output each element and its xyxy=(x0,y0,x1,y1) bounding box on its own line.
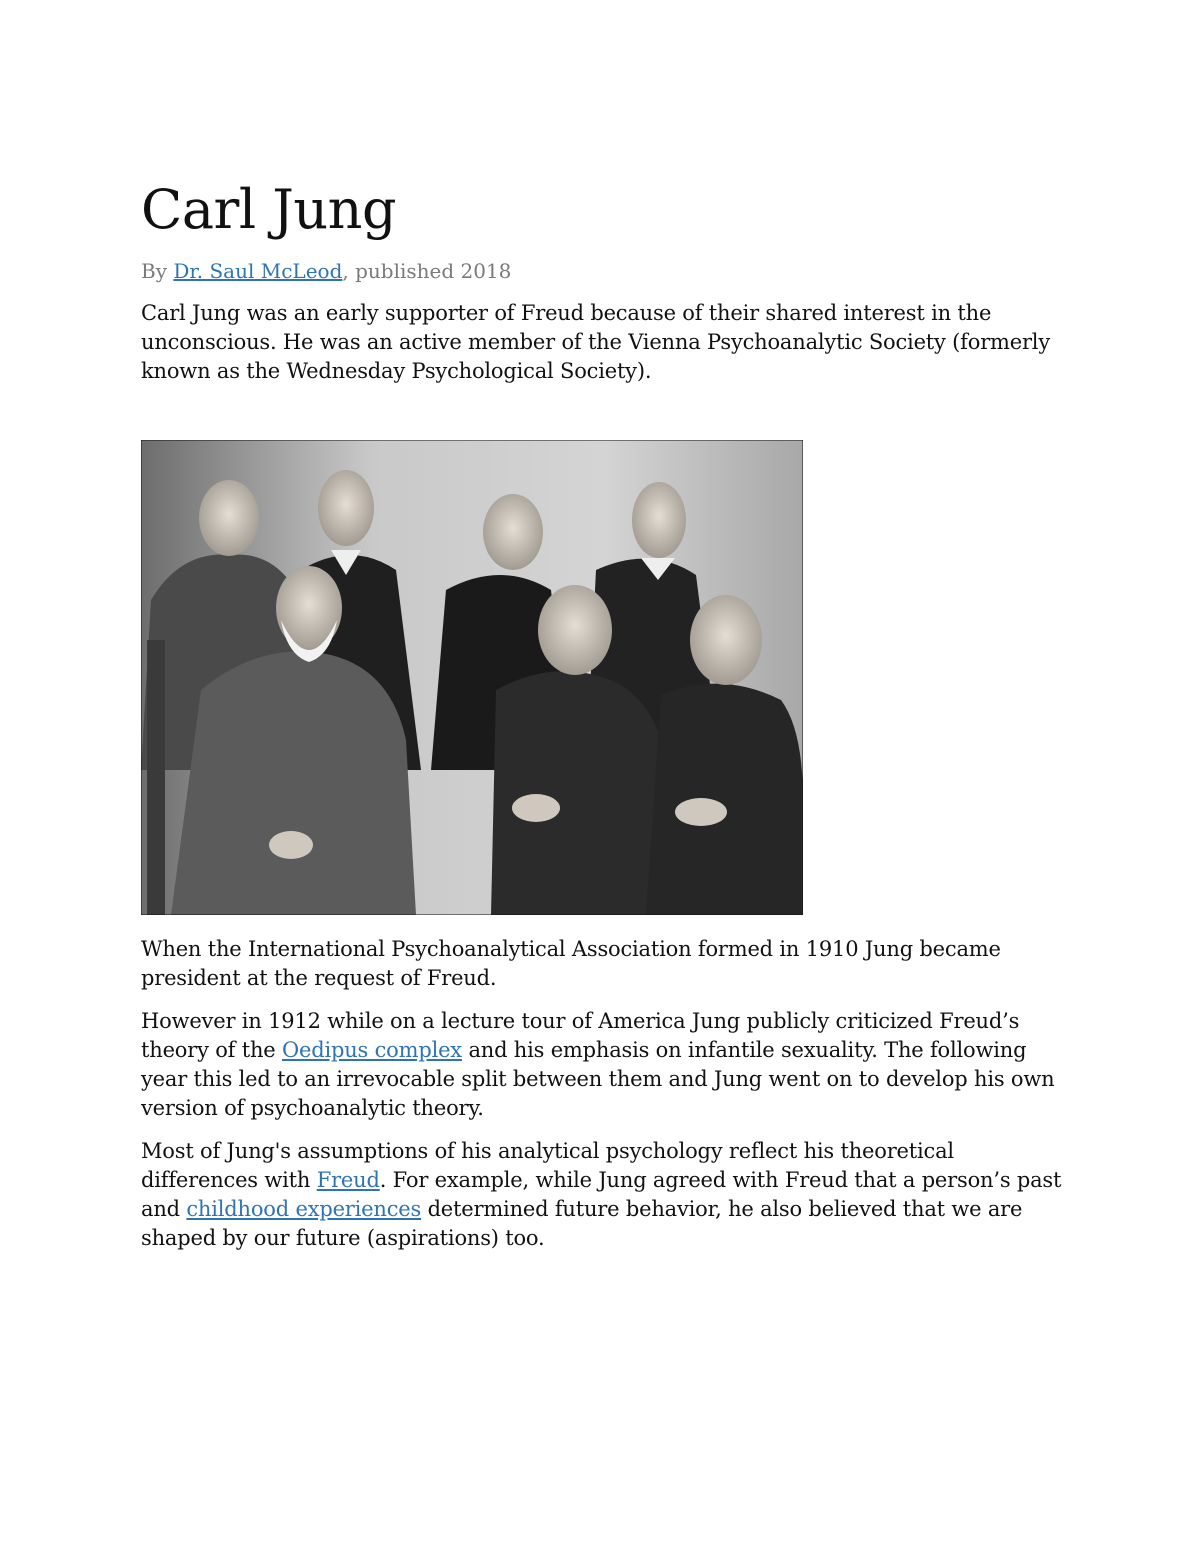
author-link[interactable]: Dr. Saul McLeod xyxy=(173,259,343,283)
chair-post xyxy=(147,640,165,915)
childhood-experiences-link[interactable]: childhood experiences xyxy=(186,1197,422,1221)
article-title: Carl Jung xyxy=(141,178,397,241)
hand-1 xyxy=(269,831,313,859)
paragraph-4 xyxy=(141,1137,1071,1253)
para4-middle: . For example, while Jung agreed with Freud that a person’s past and xyxy=(141,1168,1062,1221)
byline xyxy=(141,257,1071,285)
head-seated-middle xyxy=(538,585,612,675)
para4-after: determined future behavior, he also believed that we are shaped by our future (aspirations) too. xyxy=(141,1197,1023,1250)
article xyxy=(141,175,1071,1253)
seated-man-right xyxy=(646,684,803,915)
oedipus-complex-link[interactable]: Oedipus complex xyxy=(281,1038,462,1062)
para4-before: Most of Jung's assumptions of his analytical psychology reflect his theoretical differences with xyxy=(141,1139,954,1192)
paragraph-2: When the International Psychoanalytical Association formed in 1910 Jung became president at the request of Freud. xyxy=(141,937,1001,990)
para3-after: and his emphasis on infantile sexuality. The following year this led to an irrevocable split between them and Jung went on to develop his own version of psychoanalytic theory. xyxy=(141,1038,1055,1120)
head-2 xyxy=(318,470,374,546)
head-seated-right xyxy=(690,595,762,685)
byline-prefix: By xyxy=(141,259,174,283)
group-portrait-photo xyxy=(141,440,803,915)
head-1 xyxy=(199,480,259,556)
byline-suffix: , published 2018 xyxy=(342,259,512,283)
intro-paragraph: Carl Jung was an early supporter of Freud because of their shared interest in the unconscious. He was an active member of the Vienna Psychoanalytic Society (formerly known as the Wednesday Psychological Society). xyxy=(141,301,1050,383)
freud-link[interactable]: Freud xyxy=(316,1168,380,1192)
head-4 xyxy=(632,482,686,558)
seated-man-left xyxy=(171,652,416,915)
hand-2 xyxy=(512,794,560,822)
hand-3 xyxy=(675,798,727,826)
head-3 xyxy=(483,494,543,570)
paragraph-3 xyxy=(141,1007,1071,1123)
para3-before: However in 1912 while on a lecture tour of America Jung publicly criticized Freud’s theory of the xyxy=(141,1009,1020,1062)
